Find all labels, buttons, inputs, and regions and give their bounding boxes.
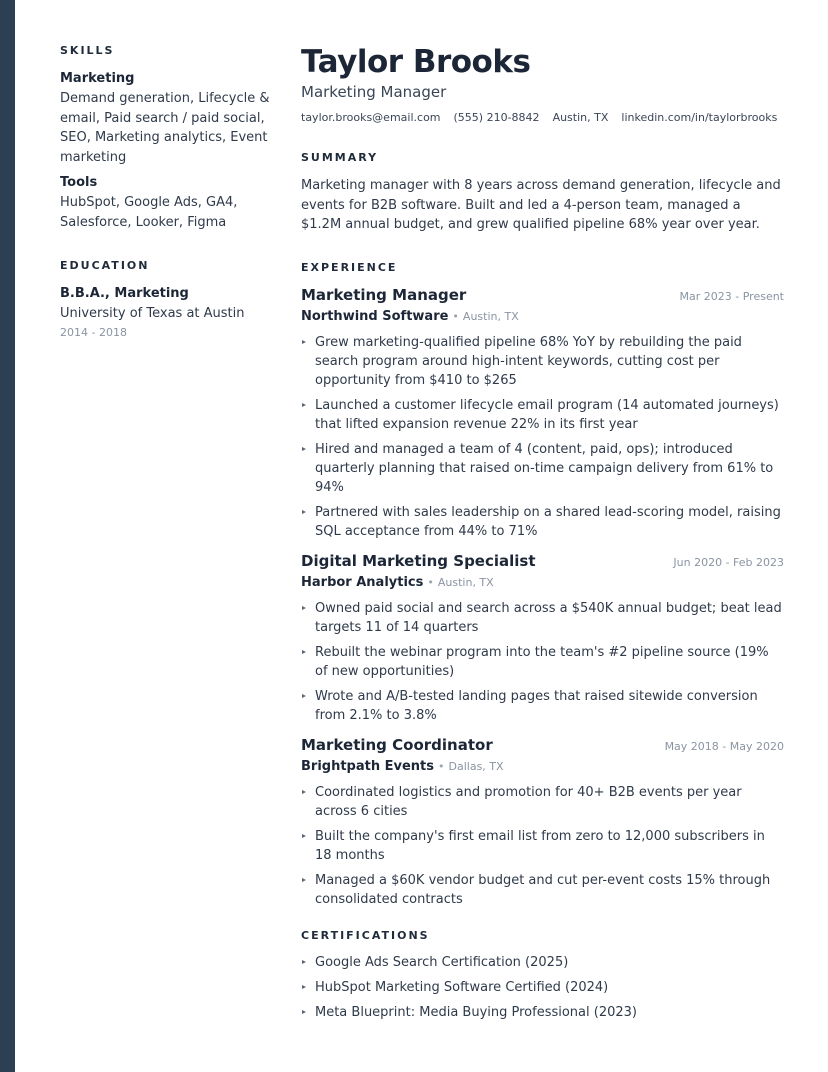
education-heading: EDUCATION xyxy=(60,259,150,272)
job-entry xyxy=(301,551,784,725)
job-dates: Mar 2023 - Present xyxy=(679,289,784,303)
job-bullet: Launched a customer lifecycle email program (14 automated journeys) that lifted expansion revenue 22% in its first year xyxy=(301,396,784,434)
resume-header xyxy=(301,44,784,124)
job-company: Brightpath Events xyxy=(301,759,435,775)
skill-group-name: Tools xyxy=(60,175,98,190)
job-title: Marketing Manager xyxy=(301,285,467,304)
contact-location: Austin, TX xyxy=(552,111,609,124)
experience-section xyxy=(301,261,784,910)
certification-item: Meta Blueprint: Media Buying Professional (2023) xyxy=(301,1003,784,1022)
skill-group-items: Demand generation, Lifecycle & email, Paid search / paid social, SEO, Marketing analytics, Event marketing xyxy=(60,91,270,165)
certification-list xyxy=(301,953,784,1022)
job-location: Dallas, TX xyxy=(448,760,504,774)
education-school: University of Texas at Austin xyxy=(60,306,245,321)
skills-heading: SKILLS xyxy=(60,44,115,57)
skill-group-tools xyxy=(60,173,270,232)
contact-linkedin[interactable]: linkedin.com/in/taylorbrooks xyxy=(621,111,778,124)
job-title: Marketing Coordinator xyxy=(301,736,493,755)
contact-phone: (555) 210-8842 xyxy=(453,111,540,124)
job-bullet: Rebuilt the webinar program into the team's #2 pipeline source (19% of new opportunities) xyxy=(301,643,784,681)
job-bullet: Grew marketing-qualified pipeline 68% YoY by rebuilding the paid search program around high-intent keywords, cutting cost per opportunity from $410 to $265 xyxy=(301,333,784,391)
candidate-name: Taylor Brooks xyxy=(301,44,531,80)
job-bullets xyxy=(301,783,784,909)
separator-dot: • xyxy=(452,309,459,323)
separator-dot: • xyxy=(438,760,445,774)
contact-line xyxy=(301,111,784,124)
certification-item: Google Ads Search Certification (2025) xyxy=(301,953,784,972)
job-bullet: Built the company's first email list from zero to 12,000 subscribers in 18 months xyxy=(301,827,784,865)
main-column xyxy=(301,44,784,1028)
skill-group-name: Marketing xyxy=(60,71,135,86)
education-years: 2014 - 2018 xyxy=(60,326,127,339)
job-company: Northwind Software xyxy=(301,308,449,324)
skill-group-items: HubSpot, Google Ads, GA4, Salesforce, Looker, Figma xyxy=(60,195,238,230)
job-bullet: Hired and managed a team of 4 (content, paid, ops); introduced quarterly planning that raised on-time campaign delivery from 61% to 94% xyxy=(301,440,784,498)
job-entry xyxy=(301,735,784,909)
job-bullets xyxy=(301,333,784,542)
job-title: Digital Marketing Specialist xyxy=(301,552,536,571)
job-dates: Jun 2020 - Feb 2023 xyxy=(673,556,784,570)
skills-section xyxy=(60,44,270,232)
contact-email[interactable]: taylor.brooks@email.com xyxy=(301,111,441,124)
separator-dot: • xyxy=(427,576,434,590)
summary-text: Marketing manager with 8 years across demand generation, lifecycle and events for B2B software. Built and led a 4-person team, managed a $1.2M annual budget, and grew qualified pipeline 68% year over year. xyxy=(301,178,781,232)
summary-section xyxy=(301,151,784,235)
left-column xyxy=(60,44,270,342)
job-dates: May 2018 - May 2020 xyxy=(664,740,784,754)
sidebar-accent-bar xyxy=(0,0,15,1072)
education-degree: B.B.A., Marketing xyxy=(60,286,189,301)
certification-item: HubSpot Marketing Software Certified (2024) xyxy=(301,978,784,997)
certifications-section xyxy=(301,929,784,1022)
job-location: Austin, TX xyxy=(462,309,519,323)
skill-group-marketing xyxy=(60,69,270,167)
summary-heading: SUMMARY xyxy=(301,151,379,164)
education-section xyxy=(60,259,270,342)
job-bullets xyxy=(301,599,784,725)
job-company: Harbor Analytics xyxy=(301,575,424,591)
candidate-role: Marketing Manager xyxy=(301,83,447,101)
job-bullet: Wrote and A/B-tested landing pages that raised sitewide conversion from 2.1% to 3.8% xyxy=(301,687,784,725)
job-bullet: Managed a $60K vendor budget and cut per-event costs 15% through consolidated contracts xyxy=(301,871,784,909)
job-location: Austin, TX xyxy=(437,576,494,590)
experience-heading: EXPERIENCE xyxy=(301,260,398,274)
certifications-heading: CERTIFICATIONS xyxy=(301,929,430,943)
job-entry xyxy=(301,285,784,542)
job-bullet: Partnered with sales leadership on a shared lead-scoring model, raising SQL acceptance from 44% to 71% xyxy=(301,503,784,541)
job-bullet: Coordinated logistics and promotion for 40+ B2B events per year across 6 cities xyxy=(301,783,784,821)
job-bullet: Owned paid social and search across a $540K annual budget; beat lead targets 11 of 14 quarters xyxy=(301,599,784,637)
